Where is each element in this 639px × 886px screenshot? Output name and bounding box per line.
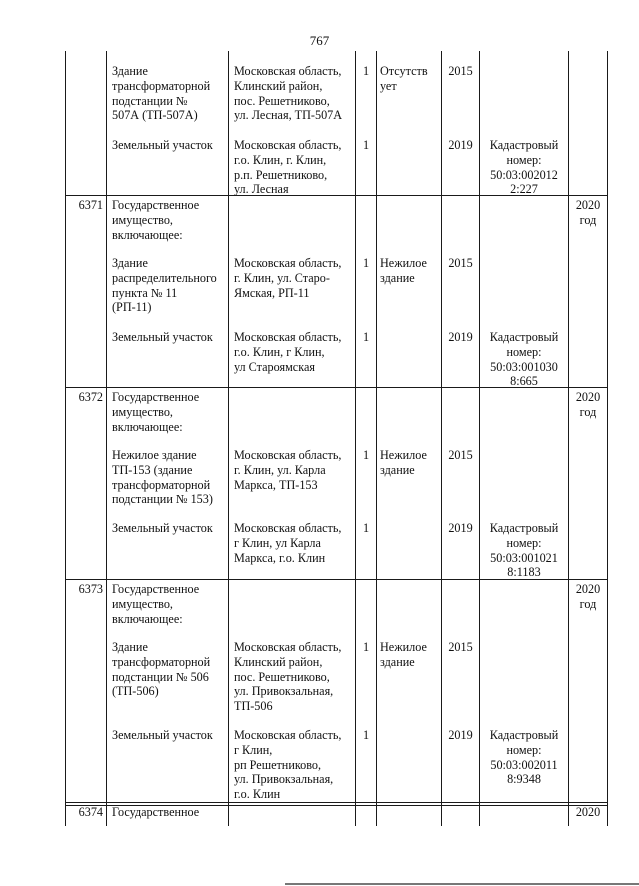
column-divider [65,51,66,826]
item-year: 2019 [448,728,473,742]
item-quantity: 1 [362,138,370,152]
scan-edge-line [285,883,639,885]
item-name: Земельный участок [112,728,213,742]
transfer-term: 2020 год [575,390,601,419]
cadastral-number: Кадастровый номер: 50:03:002012 2:227 [489,138,559,197]
item-quantity: 1 [362,256,370,270]
transfer-term: 2020 год [575,582,601,611]
item-number: 6372 [78,390,103,404]
item-number: 6373 [78,582,103,596]
transfer-term: 2020 год [575,198,601,227]
item-name: Здание трансформаторной подстанции № 507А (ТП-507А) [112,64,211,123]
item-type: Отсутств ует [380,64,428,93]
item-address: Московская область, г Клин, рп Решетниково, ул. Привокзальная, г.о. Клин [234,728,342,802]
item-name: Земельный участок [112,330,213,344]
cadastral-number: Кадастровый номер: 50:03:001021 8:1183 [489,521,559,580]
cadastral-number: Кадастровый номер: 50:03:002011 8:9348 [489,728,559,787]
item-address: Московская область, г. Клин, ул. Карла Маркса, ТП-153 [234,448,342,492]
item-name: Земельный участок [112,521,213,535]
page-number: 767 [309,33,330,48]
column-divider [479,51,480,826]
item-quantity: 1 [362,728,370,742]
item-year: 2019 [448,138,473,152]
cadastral-number: Кадастровый номер: 50:03:001030 8:665 [489,330,559,389]
item-year: 2015 [448,64,473,78]
column-divider [228,51,229,826]
item-address: Московская область, Клинский район, пос. Решетниково, ул. Лесная, ТП-507А [234,64,343,123]
item-year: 2015 [448,640,473,654]
item-type: Нежилое здание [380,256,427,285]
item-name: Земельный участок [112,138,213,152]
item-address: Московская область, г.о. Клин, г Клин, ул Староямская [234,330,342,374]
item-type: Нежилое здание [380,448,427,477]
item-year: 2019 [448,521,473,535]
item-name: Государственное имущество, включающее: [112,198,200,242]
item-address: Московская область, г. Клин, ул. Старо- Ямская, РП-11 [234,256,342,300]
item-quantity: 1 [362,521,370,535]
item-year: 2019 [448,330,473,344]
item-address: Московская область, г Клин, ул Карла Маркса, г.о. Клин [234,521,342,565]
item-name: Государственное имущество, включающее: [112,390,200,434]
item-quantity: 1 [362,330,370,344]
column-divider [355,51,356,826]
item-year: 2015 [448,448,473,462]
item-name: Нежилое здание ТП-153 (здание трансформаторной подстанции № 153) [112,448,213,507]
column-divider [568,51,569,826]
row-divider [65,802,608,803]
item-address: Московская область, г.о. Клин, г. Клин, р.п. Решетниково, ул. Лесная [234,138,342,197]
item-year: 2015 [448,256,473,270]
item-quantity: 1 [362,640,370,654]
item-number: 6371 [78,198,103,212]
item-name: Здание трансформаторной подстанции № 506 (ТП-506) [112,640,211,699]
item-name: Государственное имущество, включающее: [112,582,200,626]
item-quantity: 1 [362,64,370,78]
item-address: Московская область, Клинский район, пос. Решетниково, ул. Привокзальная, ТП-506 [234,640,342,714]
column-divider [607,51,608,826]
column-divider [441,51,442,826]
item-type: Нежилое здание [380,640,427,669]
transfer-term: 2020 [575,805,601,819]
column-divider [376,51,377,826]
item-quantity: 1 [362,448,370,462]
column-divider [106,51,107,826]
item-number: 6374 [78,805,103,819]
item-name: Государственное [112,805,200,819]
item-name: Здание распределительного пункта № 11 (РП-11) [112,256,217,315]
